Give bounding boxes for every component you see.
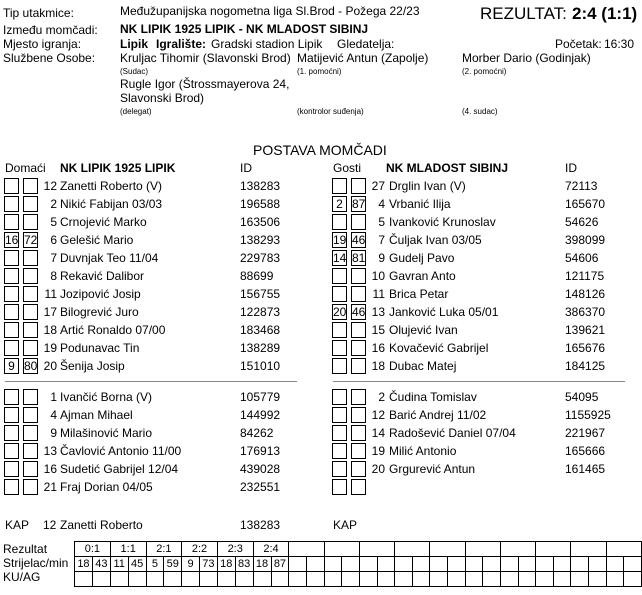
player-number: 18 [43, 323, 57, 337]
away-kap-label: KAP [333, 518, 358, 532]
kuag-cell [92, 572, 110, 587]
score-cell [289, 542, 324, 557]
player-name: Fraj Dorian 04/05 [60, 480, 153, 494]
player-number: 19 [371, 444, 385, 458]
sub-out-minute-box [351, 479, 366, 495]
home-kap-id: 138283 [240, 518, 281, 532]
scorer-cell [571, 557, 589, 572]
score-cell: 2:4 [253, 542, 289, 557]
score-cell [324, 542, 359, 557]
player-id: 156755 [240, 287, 281, 301]
sub-out-minute-box [23, 250, 38, 266]
sub-in-minute-box [4, 340, 19, 356]
kuag-cell [483, 572, 501, 587]
scorer-cell [395, 557, 413, 572]
sub-in-minute-box [4, 443, 19, 459]
sub-out-minute-box [351, 214, 366, 230]
sub-in-minute-box [4, 407, 19, 423]
player-name: Čuljak Ivan 03/05 [389, 233, 482, 247]
scorer-cell [518, 557, 536, 572]
scorer-cell [465, 557, 483, 572]
kuag-cell [342, 572, 360, 587]
tip-label: Tip utakmice: [3, 6, 74, 20]
score-cell [395, 542, 430, 557]
home-divider [5, 381, 297, 382]
player-id: 1155925 [565, 408, 611, 422]
player-name: Ajman Mihael [60, 408, 133, 422]
sub-out-minute-box [351, 268, 366, 284]
sub-in-minute-box [4, 178, 19, 194]
player-number: 10 [371, 269, 385, 283]
sub-in-minute-box [4, 250, 19, 266]
player-number: 16 [43, 462, 57, 476]
delegat-role: (delegat) [120, 107, 152, 116]
sub-in-minute-box: 20 [333, 305, 347, 319]
score-cell [536, 542, 571, 557]
player-name: Zanetti Roberto (V) [60, 179, 163, 193]
kuag-cell [624, 572, 642, 587]
player-number: 12 [43, 179, 57, 193]
sub-in-minute-box: 19 [333, 233, 347, 247]
player-id: 386370 [565, 305, 606, 319]
sub-in-minute-box [332, 268, 347, 284]
player-name: Gudelj Pavo [389, 251, 455, 265]
player-id: 439028 [240, 462, 281, 476]
player-name: Brica Petar [389, 287, 449, 301]
player-number: 20 [371, 462, 385, 476]
player-number: 11 [372, 287, 385, 301]
kuag-cell [253, 572, 271, 587]
kuag-cell [128, 572, 146, 587]
score-table [74, 541, 642, 587]
player-number: 16 [371, 341, 385, 355]
player-number: 7 [378, 233, 385, 247]
scorer-cell: 18 [75, 557, 93, 572]
scorer-cell [606, 557, 624, 572]
sub-out-minute-box [23, 214, 38, 230]
sub-out-minute-box [351, 358, 366, 374]
sub-in-minute-box [332, 461, 347, 477]
sub-in-minute-box [4, 461, 19, 477]
sub-out-minute-box [23, 425, 38, 441]
pocetak-value: 16:30 [604, 37, 635, 51]
score-cell [359, 542, 394, 557]
player-id: 148126 [565, 287, 606, 301]
player-name: Gelešić Mario [60, 233, 134, 247]
player-name: Čudina Tomislav [389, 390, 477, 404]
scorer-cell [342, 557, 360, 572]
sub-in-minute-box [4, 322, 19, 338]
sub-out-minute-box [23, 443, 38, 459]
player-name: Milašinović Mario [60, 426, 153, 440]
sub-out-minute-box [351, 178, 366, 194]
player-name: Jozipović Josip [60, 287, 141, 301]
player-id: 139621 [565, 323, 606, 337]
home-side-label: Domaći [5, 161, 46, 175]
izmedu-value: NK LIPIK 1925 LIPIK - NK MLADOST SIBINJ [120, 22, 369, 36]
sub-out-minute-box [23, 322, 38, 338]
score-cell [606, 542, 641, 557]
sub-out-minute-box [351, 322, 366, 338]
player-id: 232551 [240, 480, 281, 494]
scorer-cell: 5 [146, 557, 164, 572]
kuag-cell [465, 572, 483, 587]
pomocni2-name: Morber Dario (Godinjak) [462, 51, 591, 65]
score-cell [500, 542, 535, 557]
player-id: 138293 [240, 233, 281, 247]
sub-out-minute-box: 46 [352, 305, 366, 319]
sudac-name: Kruljac Tihomir (Slavonski Brod) [120, 51, 291, 65]
sub-in-minute-box [332, 286, 347, 302]
away-team-name: NK MLADOST SIBINJ [386, 161, 509, 175]
player-name: Rekavić Dalibor [60, 269, 145, 283]
player-number: 8 [50, 269, 57, 283]
player-number: 19 [43, 341, 57, 355]
sub-out-minute-box [23, 196, 38, 212]
kuag-cell [395, 572, 413, 587]
player-number: 4 [50, 408, 57, 422]
tip-value: Međužupanijska nogometna liga Sl.Brod - Požega 22/23 [120, 4, 420, 18]
sub-in-minute-box [332, 425, 347, 441]
sub-in-minute-box: 9 [4, 358, 19, 374]
delegat-line1: Rugle Igor (Štrossmayerova 24, [120, 77, 290, 91]
player-number: 11 [44, 287, 57, 301]
kuag-cell [75, 572, 93, 587]
rezultat-label: REZULTAT: [480, 4, 567, 23]
sub-out-minute-box: 87 [352, 197, 366, 211]
player-number: 20 [43, 359, 57, 373]
scorer-cell: 43 [92, 557, 110, 572]
izmedu-label: Između momčadi: [3, 23, 98, 37]
sub-out-minute-box: 46 [352, 233, 366, 247]
player-id: 105779 [240, 390, 281, 404]
sub-in-minute-box [332, 479, 347, 495]
scorer-cell [536, 557, 554, 572]
player-id: 144992 [240, 408, 281, 422]
sub-in-minute-box [4, 304, 19, 320]
mjesto-label: Mjesto igranja: [3, 37, 82, 51]
sub-out-minute-box [351, 425, 366, 441]
scorer-cell [377, 557, 395, 572]
sub-out-minute-box [351, 340, 366, 356]
player-number: 13 [43, 444, 57, 458]
player-id: 151010 [240, 359, 281, 373]
player-number: 2 [50, 197, 57, 211]
sub-in-minute-box [4, 214, 19, 230]
player-id: 122873 [240, 305, 281, 319]
scorer-cell: 73 [199, 557, 217, 572]
player-name: Drglin Ivan (V) [389, 179, 466, 193]
player-number: 7 [50, 251, 57, 265]
sub-out-minute-box [23, 304, 38, 320]
scorer-cell [359, 557, 377, 572]
player-id: 165670 [565, 197, 606, 211]
player-name: Kovačević Gabrijel [389, 341, 489, 355]
pomocni2-role: (2. pomoćni) [462, 67, 507, 76]
kuag-cell [359, 572, 377, 587]
sudac4-role: (4. sudac) [462, 107, 498, 116]
away-divider [333, 381, 625, 382]
player-name: Janković Luka 05/01 [389, 305, 499, 319]
sub-in-minute-box [332, 443, 347, 459]
player-number: 5 [50, 215, 57, 229]
sub-in-minute-box [4, 268, 19, 284]
player-number: 21 [43, 480, 57, 494]
player-number: 12 [371, 408, 385, 422]
scorer-cell: 83 [235, 557, 253, 572]
scorer-cell [324, 557, 342, 572]
player-name: Vrbanić Ilija [389, 197, 451, 211]
sub-in-minute-box: 2 [332, 196, 347, 212]
sub-out-minute-box [23, 407, 38, 423]
player-number: 4 [378, 197, 385, 211]
player-id: 84262 [240, 426, 274, 440]
sub-out-minute-box [23, 461, 38, 477]
sub-out-minute-box [23, 268, 38, 284]
scorer-cell: 45 [128, 557, 146, 572]
player-number: 6 [50, 233, 57, 247]
player-name: Milić Antonio [389, 444, 457, 458]
player-id: 54626 [565, 215, 599, 229]
kuag-cell [164, 572, 182, 587]
rezultat-row-label: Rezultat [3, 542, 48, 556]
player-number: 5 [378, 215, 385, 229]
player-id: 165666 [565, 444, 606, 458]
gledatelja-label: Gledatelja: [337, 37, 395, 51]
sub-in-minute-box [332, 340, 347, 356]
player-number: 13 [371, 305, 385, 319]
scorer-cell [307, 557, 325, 572]
sub-in-minute-box [4, 479, 19, 495]
sub-out-minute-box [23, 340, 38, 356]
kuag-cell [289, 572, 307, 587]
player-number: 1 [50, 390, 57, 404]
player-id: 54606 [565, 251, 599, 265]
sub-out-minute-box [23, 178, 38, 194]
player-name: Radošević Daniel 07/04 [389, 426, 516, 440]
sub-out-minute-box [23, 286, 38, 302]
sub-out-minute-box: 72 [24, 233, 38, 247]
score-cell [465, 542, 500, 557]
mjesto-value: Lipik [120, 37, 149, 51]
player-number: 27 [371, 179, 385, 193]
home-kap-num: 12 [43, 518, 57, 532]
sub-in-minute-box: 14 [333, 251, 347, 265]
kuag-cell [589, 572, 607, 587]
sub-out-minute-box: 81 [352, 251, 366, 265]
player-id: 165676 [565, 341, 606, 355]
player-id: 176913 [240, 444, 281, 458]
sub-in-minute-box [4, 286, 19, 302]
player-number: 9 [50, 426, 57, 440]
player-name: Podunavac Tin [60, 341, 140, 355]
away-id-header: ID [565, 161, 577, 175]
sub-out-minute-box [351, 443, 366, 459]
kuag-cell [182, 572, 200, 587]
postava-title: POSTAVA MOMČADI [253, 142, 387, 158]
player-id: 161465 [565, 462, 606, 476]
player-id: 398099 [565, 233, 606, 247]
scorer-cell: 11 [110, 557, 128, 572]
player-id: 121175 [565, 269, 605, 283]
scorer-cell [412, 557, 430, 572]
player-id: 196588 [240, 197, 281, 211]
kontrolor-role: (kontrolor suđenja) [297, 107, 364, 116]
scorer-cell [589, 557, 607, 572]
player-name: Olujević Ivan [389, 323, 458, 337]
player-name: Nikić Fabijan 03/03 [60, 197, 163, 211]
igraliste-value: Gradski stadion Lipik [211, 37, 323, 51]
kuag-cell [606, 572, 624, 587]
player-number: 17 [43, 305, 57, 319]
kuag-row-label: KU/AG [3, 570, 41, 584]
kuag-cell [271, 572, 289, 587]
player-id: 138289 [240, 341, 281, 355]
pomocni1-role: (1. pomoćni) [297, 67, 342, 76]
kuag-cell [412, 572, 430, 587]
player-name: Bilogrević Juro [60, 305, 139, 319]
sub-out-minute-box [351, 389, 366, 405]
kuag-cell [518, 572, 536, 587]
player-id: 229783 [240, 251, 281, 265]
score-cell [430, 542, 465, 557]
sub-out-minute-box [23, 389, 38, 405]
sub-in-minute-box [332, 178, 347, 194]
sub-in-minute-box [4, 389, 19, 405]
kuag-cell [536, 572, 554, 587]
player-name: Sudetić Gabrijel 12/04 [60, 462, 179, 476]
home-kap-name: Zanetti Roberto [60, 518, 143, 532]
igraliste-label: Igralište: [156, 37, 207, 51]
sub-out-minute-box [351, 461, 366, 477]
player-name: Dubac Matej [389, 359, 457, 373]
score-cell: 2:3 [217, 542, 253, 557]
home-id-header: ID [240, 161, 252, 175]
kuag-cell [553, 572, 571, 587]
score-cell: 0:1 [75, 542, 111, 557]
kuag-cell [500, 572, 518, 587]
scorer-cell: 18 [217, 557, 235, 572]
player-number: 2 [378, 390, 385, 404]
pomocni1-name: Matijević Antun (Zapolje) [297, 51, 429, 65]
player-name: Grgurević Antun [389, 462, 476, 476]
scorer-cell: 59 [164, 557, 182, 572]
pocetak-label: Početak: [555, 37, 602, 51]
player-number: 9 [378, 251, 385, 265]
kuag-cell [146, 572, 164, 587]
sub-in-minute-box [4, 425, 19, 441]
kuag-cell [199, 572, 217, 587]
kuag-cell [110, 572, 128, 587]
player-id: 184125 [565, 359, 606, 373]
player-name: Ivanković Krunoslav [389, 215, 496, 229]
player-id: 163506 [240, 215, 281, 229]
strijelac-row-label: Strijelac/min [3, 556, 69, 570]
kuag-cell [217, 572, 235, 587]
sub-in-minute-box [332, 214, 347, 230]
player-id: 221967 [565, 426, 606, 440]
player-id: 88699 [240, 269, 274, 283]
player-id: 183468 [240, 323, 281, 337]
kuag-cell [235, 572, 253, 587]
delegat-line2: Slavonski Brod) [120, 91, 205, 105]
sub-in-minute-box [332, 407, 347, 423]
player-name: Crnojević Marko [60, 215, 147, 229]
kuag-cell [448, 572, 466, 587]
sub-in-minute-box: 16 [5, 233, 19, 247]
rezultat-value: 2:4 (1:1) [572, 4, 638, 23]
scorer-cell [289, 557, 307, 572]
sub-in-minute-box [4, 196, 19, 212]
scorer-cell [483, 557, 501, 572]
kuag-cell [377, 572, 395, 587]
player-number: 15 [371, 323, 385, 337]
scorer-cell [500, 557, 518, 572]
sub-in-minute-box [332, 322, 347, 338]
sluzbene-label: Službene Osobe: [3, 51, 96, 65]
sub-out-minute-box [351, 286, 366, 302]
scorer-cell: 9 [182, 557, 200, 572]
kuag-cell [307, 572, 325, 587]
player-number: 18 [371, 359, 385, 373]
score-cell [571, 542, 606, 557]
scorer-cell [553, 557, 571, 572]
sub-in-minute-box [332, 358, 347, 374]
player-name: Čavlović Antonio 11/00 [60, 444, 182, 458]
home-team-name: NK LIPIK 1925 LIPIK [60, 161, 176, 175]
player-name: Gavran Anto [389, 269, 456, 283]
score-cell: 2:1 [146, 542, 182, 557]
player-name: Artić Ronaldo 07/00 [60, 323, 166, 337]
player-name: Ivančić Borna (V) [60, 390, 153, 404]
player-id: 138283 [240, 179, 281, 193]
score-cell: 1:1 [110, 542, 146, 557]
kuag-cell [430, 572, 448, 587]
sub-out-minute-box: 80 [24, 359, 38, 373]
scorer-cell [448, 557, 466, 572]
sub-in-minute-box [332, 389, 347, 405]
player-name: Šenija Josip [60, 359, 125, 373]
kuag-cell [571, 572, 589, 587]
scorer-cell [624, 557, 642, 572]
player-id: 54095 [565, 390, 599, 404]
player-name: Duvnjak Teo 11/04 [60, 251, 159, 265]
score-cell: 2:2 [182, 542, 218, 557]
sub-out-minute-box [351, 407, 366, 423]
player-name: Barić Andrej 11/02 [389, 408, 487, 422]
sudac-role: (Sudac) [120, 67, 149, 76]
scorer-cell: 87 [271, 557, 289, 572]
scorer-cell: 18 [253, 557, 271, 572]
away-side-label: Gosti [333, 161, 362, 175]
player-id: 72113 [565, 179, 598, 193]
kuag-cell [324, 572, 342, 587]
player-number: 14 [371, 426, 385, 440]
scorer-cell [430, 557, 448, 572]
sub-out-minute-box [23, 479, 38, 495]
home-kap-label: KAP [5, 518, 30, 532]
